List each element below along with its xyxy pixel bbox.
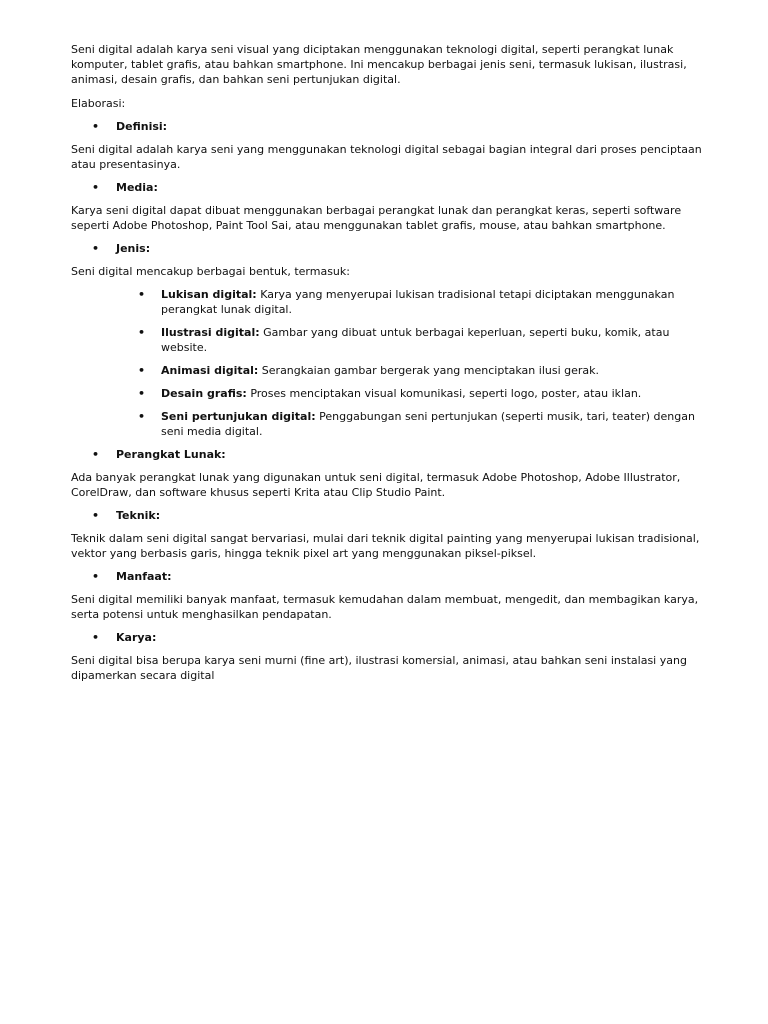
- bullet-icon: •: [138, 326, 146, 339]
- bullet-icon: •: [92, 120, 100, 133]
- list-item-term: Animasi digital:: [161, 364, 259, 377]
- section-heading-label: Jenis:: [116, 242, 151, 255]
- section-text-teknik: Teknik dalam seni digital sangat bervariasi, mulai dari teknik digital painting yang menyerupai lukisan tradisional, vektor yang berbasis garis, hingga teknik pixel art yang menggunakan piksel-piksel.: [71, 532, 700, 560]
- list-item-desc: Penggabungan seni pertunjukan (seperti musik, tari, teater) dengan seni media digital.: [161, 410, 695, 438]
- list-item-desain-grafis: [71, 386, 711, 401]
- list-item-term: Lukisan digital:: [161, 288, 257, 301]
- document-body: [71, 42, 711, 691]
- intro-paragraph: Seni digital adalah karya seni visual yang diciptakan menggunakan teknologi digital, seperti perangkat lunak komputer, tablet grafis, atau bahkan smartphone. Ini mencakup berbagai jenis seni, termasuk lukisan, ilustrasi, animasi, desain grafis, dan bahkan seni pertunjukan digital.: [71, 43, 687, 86]
- section-text-definisi: Seni digital adalah karya seni yang menggunakan teknologi digital sebagai bagian integral dari proses penciptaan atau presentasinya.: [71, 143, 702, 171]
- section-heading-teknik: [71, 508, 711, 523]
- bullet-icon: •: [138, 364, 146, 377]
- list-item-term: Desain grafis:: [161, 387, 247, 400]
- section-heading-definisi: [71, 119, 711, 134]
- section-heading-manfaat: [71, 569, 711, 584]
- bullet-icon: •: [92, 631, 100, 644]
- bullet-icon: •: [92, 181, 100, 194]
- bullet-icon: •: [92, 242, 100, 255]
- bullet-icon: •: [92, 570, 100, 583]
- bullet-icon: •: [138, 387, 146, 400]
- list-item-term: Ilustrasi digital:: [161, 326, 260, 339]
- section-heading-label: Media:: [116, 181, 158, 194]
- list-item-term: Seni pertunjukan digital:: [161, 410, 316, 423]
- bullet-icon: •: [138, 288, 146, 301]
- list-item-seni-pertunjukan-digital: [71, 409, 711, 439]
- section-heading-label: Teknik:: [116, 509, 161, 522]
- list-item-desc: Proses menciptakan visual komunikasi, seperti logo, poster, atau iklan.: [246, 387, 642, 400]
- section-heading-label: Perangkat Lunak:: [116, 448, 226, 461]
- list-item-lukisan-digital: [71, 287, 711, 317]
- list-item-animasi-digital: [71, 363, 711, 378]
- section-heading-label: Definisi:: [116, 120, 168, 133]
- section-heading-media: [71, 180, 711, 195]
- list-item-ilustrasi-digital: [71, 325, 711, 355]
- bullet-icon: •: [92, 509, 100, 522]
- section-text-manfaat: Seni digital memiliki banyak manfaat, termasuk kemudahan dalam membuat, mengedit, dan membagikan karya, serta potensi untuk menghasilkan pendapatan.: [71, 593, 699, 621]
- list-item-desc: Karya yang menyerupai lukisan tradisional tetapi diciptakan menggunakan perangkat lunak digital.: [161, 288, 675, 316]
- section-heading-label: Karya:: [116, 631, 157, 644]
- bullet-icon: •: [92, 448, 100, 461]
- section-heading-jenis: [71, 241, 711, 256]
- list-item-desc: Gambar yang dibuat untuk berbagai keperluan, seperti buku, komik, atau website.: [161, 326, 670, 354]
- list-item-desc: Serangkaian gambar bergerak yang menciptakan ilusi gerak.: [258, 364, 600, 377]
- bullet-icon: •: [138, 410, 146, 423]
- section-text-karya: Seni digital bisa berupa karya seni murni (fine art), ilustrasi komersial, animasi, atau bahkan seni instalasi yang dipamerkan secara digital: [71, 654, 687, 682]
- section-heading-karya: [71, 630, 711, 645]
- section-heading-perangkat-lunak: [71, 447, 711, 462]
- section-heading-label: Manfaat:: [116, 570, 172, 583]
- section-text-perangkat-lunak: Ada banyak perangkat lunak yang digunakan untuk seni digital, termasuk Adobe Photoshop, Adobe Illustrator, CorelDraw, dan software khusus seperti Krita atau Clip Studio Paint.: [71, 471, 681, 499]
- section-text-jenis: Seni digital mencakup berbagai bentuk, termasuk:: [71, 265, 350, 278]
- elaborasi-label: Elaborasi:: [71, 97, 126, 110]
- section-text-media: Karya seni digital dapat dibuat menggunakan berbagai perangkat lunak dan perangkat keras, seperti software seperti Adobe Photoshop, Paint Tool Sai, atau menggunakan tablet grafis, mouse, atau bahkan smartphone.: [71, 204, 682, 232]
